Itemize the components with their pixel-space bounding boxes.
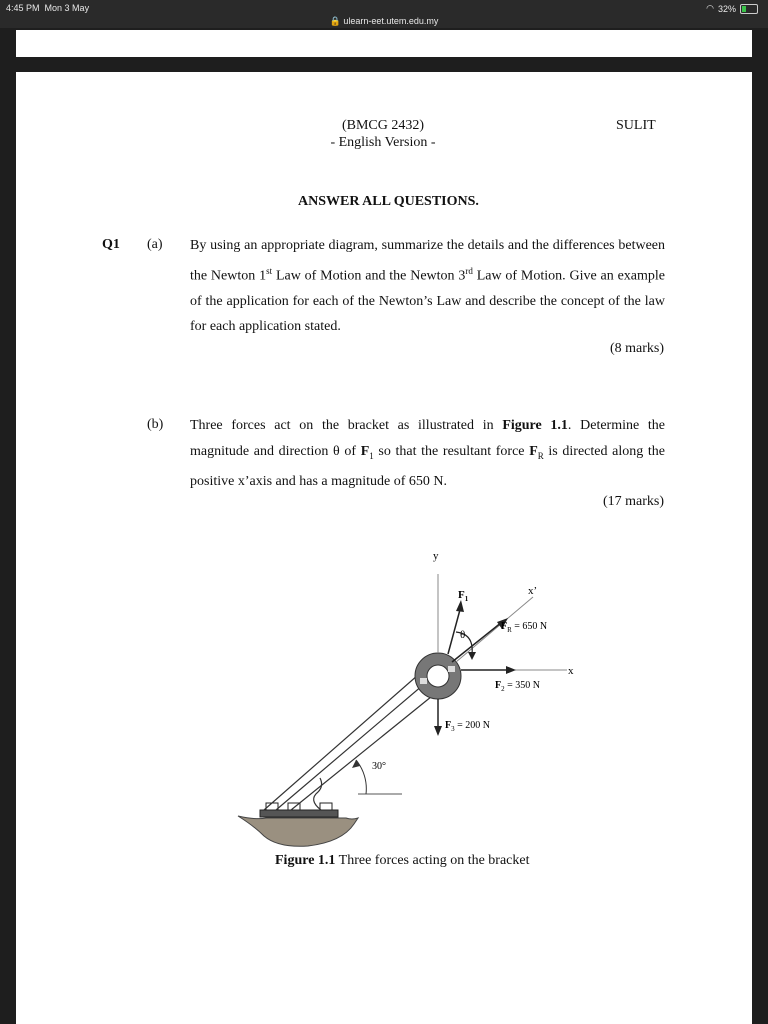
angle-label: 30° xyxy=(372,761,386,772)
bracket-figure xyxy=(16,72,752,1024)
part-a-label: (a) xyxy=(147,237,163,252)
wifi-icon: ◠ xyxy=(706,3,714,13)
status-bar xyxy=(0,0,768,28)
doc-code: (BMCG 2432) xyxy=(341,118,425,133)
lock-icon: 🔒 xyxy=(329,16,341,26)
url-text: ulearn-eet.utem.edu.my xyxy=(343,16,439,26)
document-page xyxy=(16,72,752,1024)
f3-label: $F_3 = 200$ N xyxy=(445,720,490,733)
doc-classification: SULIT xyxy=(616,118,656,133)
toolbar-strip xyxy=(16,30,752,57)
battery-icon xyxy=(740,4,758,14)
part-b-marks: (17 marks) xyxy=(602,494,664,509)
f2-label: $F_2 = 350$ N xyxy=(495,680,540,693)
theta-label: θ xyxy=(460,629,466,641)
question-number: Q1 xyxy=(102,237,120,252)
doc-version: - English Version - xyxy=(330,135,436,150)
fr-label: $F_R = 650$ N xyxy=(501,621,548,634)
part-b-label: (b) xyxy=(147,417,164,432)
figure-caption: Figure 1.1 Three forces acting on the bracket xyxy=(275,853,530,868)
fr-arrow xyxy=(452,622,502,662)
y-axis-label: y xyxy=(433,550,439,562)
status-right xyxy=(706,3,758,14)
ground-soil xyxy=(238,816,358,846)
battery-percent: 32% xyxy=(717,3,736,14)
x-prime-label: x’ xyxy=(528,585,538,597)
part-b-text: Three forces act on the bracket as illustrated in Figure 1.1. Determine the magnitude and direction θ of $F_1$ so that the resultant force $F_R$ is directed along the positive x’axis and has a magnitude of 650 N. xyxy=(190,418,666,489)
x-axis-label: x xyxy=(568,665,574,677)
address-bar[interactable] xyxy=(0,16,768,27)
base-plate xyxy=(260,810,338,817)
instruction: ANSWER ALL QUESTIONS. xyxy=(298,194,479,209)
f1-label: $F_1$ xyxy=(458,589,469,603)
part-a-text: By using an appropriate diagram, summarize the details and the differences between the Newton 1st Law of Motion and the Newton 3rd Law of Motion. Give an example of the application for each of the Newton’s Law and describe the concept of the law for each application stated. xyxy=(190,238,665,335)
part-a-marks: (8 marks) xyxy=(609,341,664,356)
status-time: 4:45 PM Mon 3 May xyxy=(6,3,90,13)
